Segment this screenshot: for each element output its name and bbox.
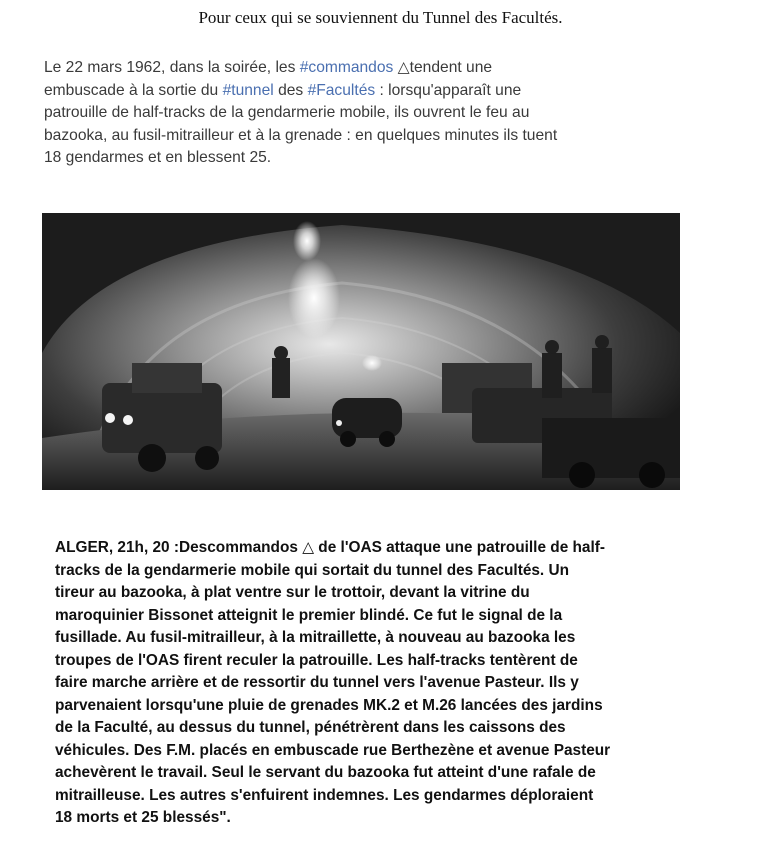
intro-line-1 <box>44 57 674 80</box>
intro-line-3: patrouille de half-tracks de la gendarmerie mobile, ils ouvrent le feu au <box>44 104 530 121</box>
triangle-icon: △ <box>302 539 315 556</box>
story-text: de l'OAS attaque une patrouille de half- <box>314 539 606 556</box>
intro-line-5: 18 gendarmes et en blessent 25. <box>44 149 272 166</box>
story-text: ALGER, 21h, 20 :Descommandos <box>55 539 303 556</box>
story-line-8: parvenaient lorsqu'une pluie de grenades MK.2 et M.26 lancées des jardins <box>55 696 603 714</box>
triangle-icon: △ <box>397 59 410 76</box>
intro-text: embuscade à la sortie du <box>44 81 223 99</box>
story-line-10: véhicules. Des F.M. placés en embuscade rue Berthezène et avenue Pasteur <box>55 741 611 759</box>
intro-text: tendent une <box>409 59 493 76</box>
hashtag-tunnel-link[interactable]: #tunnel <box>222 81 274 99</box>
story-line-4: maroquinier Bissonet atteignit le premier blindé. Ce fut le signal de la <box>55 606 563 624</box>
story-line-12: mitrailleuse. Les autres s'enfuirent indemnes. Les gendarmes déploraient <box>55 786 594 804</box>
tunnel-photo <box>42 213 680 490</box>
intro-line-2 <box>44 80 674 103</box>
story-paragraph <box>55 537 715 830</box>
hashtag-commandos-link[interactable]: #commandos <box>299 59 394 76</box>
story-line-9: de la Faculté, au dessus du tunnel, pénétrèrent dans les caissons des <box>55 719 566 736</box>
story-line-1 <box>55 537 715 560</box>
intro-text: : lorsqu'apparaît une <box>375 81 522 99</box>
story-line-11: achevèrent le travail. Seul le servant du bazooka fut atteint d'une rafale de <box>55 764 596 781</box>
story-line-7: faire marche arrière et de ressortir du tunnel vers l'avenue Pasteur. Ils y <box>55 674 579 691</box>
story-line-3: tireur au bazooka, à plat ventre sur le trottoir, devant la vitrine du <box>55 584 530 601</box>
intro-line-4: bazooka, au fusil-mitrailleur et à la grenade : en quelques minutes ils tuent <box>44 126 558 144</box>
page-title: Pour ceux qui se souviennent du Tunnel des Facultés. <box>198 8 563 27</box>
intro-text: des <box>273 81 308 99</box>
intro-paragraph <box>44 57 674 170</box>
story-line-2: tracks de la gendarmerie mobile qui sortait du tunnel des Facultés. Un <box>55 561 570 579</box>
story-line-13: 18 morts et 25 blessés". <box>55 809 231 826</box>
hashtag-facultes-link[interactable]: #Facultés <box>307 81 376 99</box>
intro-text: Le 22 mars 1962, dans la soirée, les <box>44 59 300 76</box>
story-line-5: fusillade. Au fusil-mitrailleur, à la mitraillette, à nouveau au bazooka les <box>55 629 576 646</box>
story-line-6: troupes de l'OAS firent reculer la patrouille. Les half-tracks tentèrent de <box>55 651 578 669</box>
